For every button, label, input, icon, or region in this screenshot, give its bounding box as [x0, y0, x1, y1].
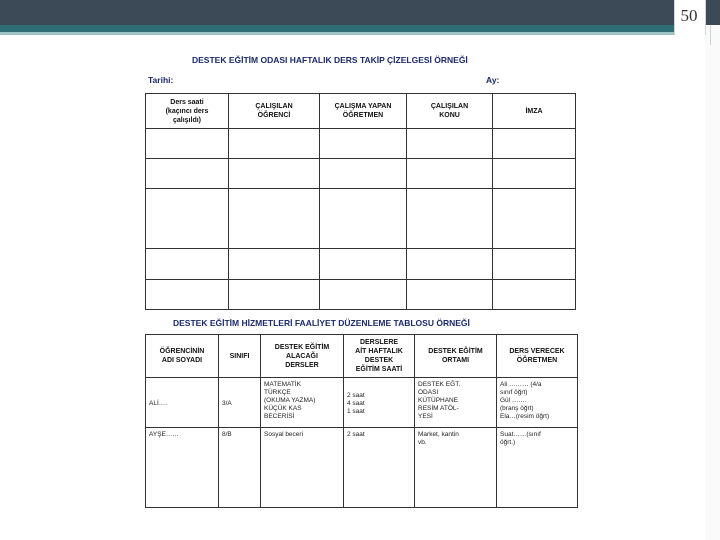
table-header-row — [146, 94, 576, 129]
table2-title: DESTEK EĞİTİM HİZMETLERİ FAALİYET DÜZENLEME TABLOSU ÖRNEĞİ — [173, 318, 470, 328]
header-courses: DESTEK EĞİTİM ALACAĞI DERSLER — [261, 335, 344, 378]
table-cell[interactable] — [146, 129, 229, 159]
table-cell[interactable] — [407, 249, 493, 280]
month-label: Ay: — [486, 75, 500, 85]
table-cell[interactable] — [229, 189, 320, 249]
header-class: SINIFI — [219, 335, 261, 378]
table-cell[interactable] — [320, 129, 407, 159]
table-cell[interactable] — [407, 159, 493, 189]
table-cell[interactable] — [493, 189, 576, 249]
slide-accent-stripe-light — [0, 32, 705, 35]
header-lesson-hour: Ders saati (kaçıncı ders çalışıldı) — [146, 94, 229, 129]
cell-courses: MATEMATİK TÜRKÇE (OKUMA YAZMA) KÜÇÜK KAS BECERİSİ — [261, 378, 344, 428]
table-cell[interactable] — [229, 159, 320, 189]
header-signature: İMZA — [493, 94, 576, 129]
header-student: ÇALIŞILAN ÖĞRENCİ — [229, 94, 320, 129]
table-row — [146, 129, 576, 159]
table-cell[interactable] — [146, 249, 229, 280]
table-row — [146, 159, 576, 189]
table-cell[interactable] — [493, 249, 576, 280]
table-header-row — [146, 335, 578, 378]
header-teacher: ÇALIŞMA YAPAN ÖĞRETMEN — [320, 94, 407, 129]
cell-environment: DESTEK EĞT. ODASI KÜTÜPHANE RESİM ATÖL- YESİ — [415, 378, 497, 428]
table-cell[interactable] — [320, 249, 407, 280]
table-cell[interactable] — [229, 249, 320, 280]
table-row — [146, 249, 576, 280]
header-instructor: DERS VERECEK ÖĞRETMEN — [497, 335, 578, 378]
cell-student-name: AYŞE…… — [146, 428, 219, 508]
slide-rail-line — [710, 25, 711, 45]
cell-instructor: Suat……(sınıf öğrt.) — [497, 428, 578, 508]
slide-top-bar — [0, 0, 720, 25]
table-cell[interactable] — [320, 189, 407, 249]
table-row — [146, 189, 576, 249]
table-row — [146, 378, 578, 428]
slide-right-rail — [705, 25, 720, 540]
table-cell[interactable] — [320, 280, 407, 310]
cell-class: 3/A — [219, 378, 261, 428]
table-cell[interactable] — [146, 159, 229, 189]
table-cell[interactable] — [407, 189, 493, 249]
table-cell[interactable] — [146, 280, 229, 310]
table-cell[interactable] — [493, 159, 576, 189]
table-cell[interactable] — [493, 129, 576, 159]
cell-environment: Market, kantin vb. — [415, 428, 497, 508]
slide-accent-stripe — [0, 25, 705, 32]
table-row — [146, 428, 578, 508]
cell-student-name: ALİ…. — [146, 378, 219, 428]
table-cell[interactable] — [320, 159, 407, 189]
weekly-tracking-table — [145, 93, 576, 310]
table-cell[interactable] — [229, 280, 320, 310]
table-cell[interactable] — [229, 129, 320, 159]
cell-weekly-hours: 2 saat — [344, 428, 415, 508]
header-environment: DESTEK EĞİTİM ORTAMI — [415, 335, 497, 378]
activity-planning-table — [145, 334, 578, 508]
table-row — [146, 280, 576, 310]
table-cell[interactable] — [407, 280, 493, 310]
header-topic: ÇALIŞILAN KONU — [407, 94, 493, 129]
cell-instructor: Ali ……… (4/a sınıf öğrt) Gül ……. (branş öğrt) Ela…(resim öğrt) — [497, 378, 578, 428]
page-number: 50 — [680, 6, 698, 25]
date-label: Tarihi: — [148, 75, 174, 85]
header-student-name: ÖĞRENCİNİN ADI SOYADI — [146, 335, 219, 378]
cell-class: 8/B — [219, 428, 261, 508]
header-weekly-hours: DERSLERE AİT HAFTALIK DESTEK EĞİTİM SAATİ — [344, 335, 415, 378]
table1-title: DESTEK EĞİTİM ODASI HAFTALIK DERS TAKİP ÇİZELGESİ ÖRNEĞİ — [192, 55, 468, 65]
cell-weekly-hours: 2 saat 4 saat 1 saat — [344, 378, 415, 428]
table-cell[interactable] — [146, 189, 229, 249]
table-cell[interactable] — [407, 129, 493, 159]
cell-courses: Sosyal beceri — [261, 428, 344, 508]
table-cell[interactable] — [493, 280, 576, 310]
